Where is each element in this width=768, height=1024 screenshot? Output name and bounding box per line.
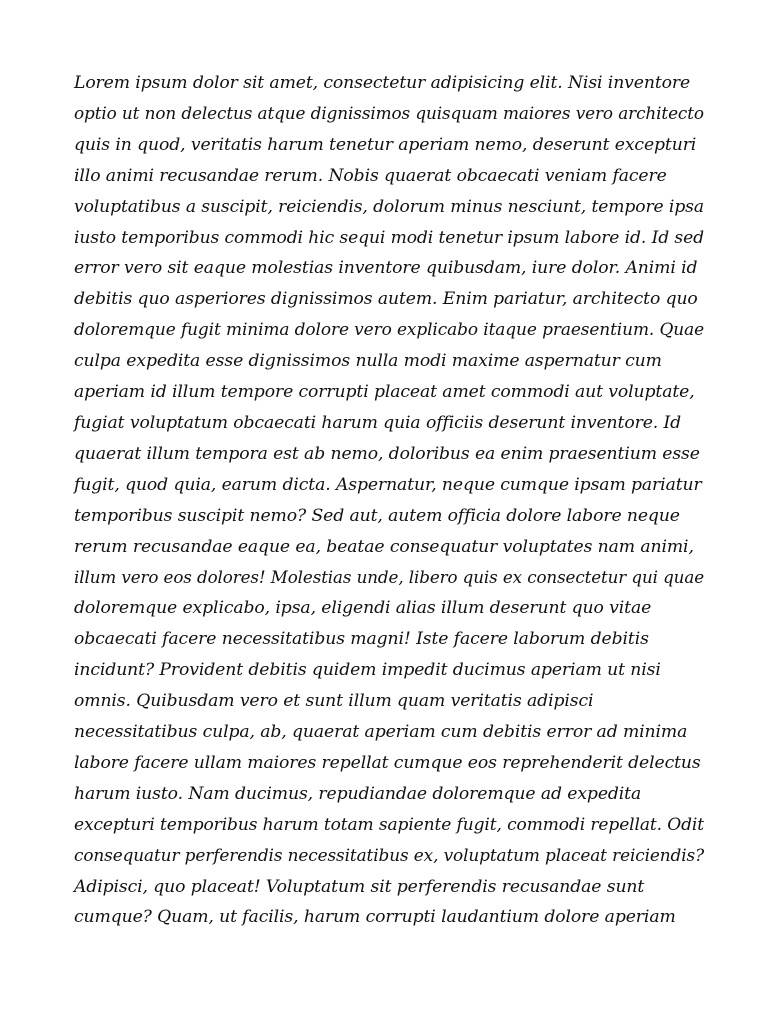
text-line: doloremque fugit minima dolore vero explicabo itaque praesentium. Quae xyxy=(74,320,705,341)
text-line: omnis. Quibusdam vero et sunt illum quam veritatis adipisci xyxy=(74,691,594,712)
text-line: quis in quod, veritatis harum tenetur aperiam nemo, deserunt excepturi xyxy=(74,134,697,155)
text-line: error vero sit eaque molestias inventore quibusdam, iure dolor. Animi id xyxy=(74,258,698,279)
body-paragraph xyxy=(74,68,704,933)
text-line: culpa expedita esse dignissimos nulla modi maxime aspernatur cum xyxy=(74,351,662,372)
text-line: iusto temporibus commodi hic sequi modi tenetur ipsum labore id. Id sed xyxy=(74,227,704,248)
text-line: harum iusto. Nam ducimus, repudiandae doloremque ad expedita xyxy=(74,783,642,804)
text-line: rerum recusandae eaque ea, beatae consequatur voluptates nam animi, xyxy=(74,536,694,557)
text-line: illum vero eos dolores! Molestias unde, libero quis ex consectetur qui quae xyxy=(74,567,705,588)
text-line: incidunt? Provident debitis quidem impedit ducimus aperiam ut nisi xyxy=(74,660,661,681)
text-line: Adipisci, quo placeat! Voluptatum sit perferendis recusandae sunt xyxy=(74,876,645,897)
text-line: consequatur perferendis necessitatibus ex, voluptatum placeat reiciendis? xyxy=(74,845,705,866)
text-line: labore facere ullam maiores repellat cumque eos reprehenderit delectus xyxy=(74,752,701,773)
text-line: necessitatibus culpa, ab, quaerat aperiam cum debitis error ad minima xyxy=(74,722,688,743)
text-line: Lorem ipsum dolor sit amet, consectetur adipisicing elit. Nisi inventore xyxy=(74,73,691,93)
text-line: fugit, quod quia, earum dicta. Aspernatur, neque cumque ipsam pariatur xyxy=(74,474,702,495)
text-line: voluptatibus a suscipit, reiciendis, dolorum minus nesciunt, tempore ipsa xyxy=(74,196,704,217)
text-line: fugiat voluptatum obcaecati harum quia officiis deserunt inventore. Id xyxy=(74,412,682,433)
text-line: quaerat illum tempora est ab nemo, doloribus ea enim praesentium esse xyxy=(74,443,700,464)
text-line: illo animi recusandae rerum. Nobis quaerat obcaecati veniam facere xyxy=(74,165,667,186)
text-line: debitis quo asperiores dignissimos autem. Enim pariatur, architecto quo xyxy=(74,289,698,310)
text-line: optio ut non delectus atque dignissimos quisquam maiores vero architecto xyxy=(74,103,704,124)
text-line: temporibus suscipit nemo? Sed aut, autem officia dolore labore neque xyxy=(74,505,680,526)
text-line: aperiam id illum tempore corrupti placeat amet commodi aut voluptate, xyxy=(74,382,695,403)
text-line: doloremque explicabo, ipsa, eligendi alias illum deserunt quo vitae xyxy=(74,598,652,619)
text-line: obcaecati facere necessitatibus magni! Iste facere laborum debitis xyxy=(74,629,649,650)
text-line: excepturi temporibus harum totam sapiente fugit, commodi repellat. Odit xyxy=(74,814,705,835)
text-line: cumque? Quam, ut facilis, harum corrupti laudantium dolore aperiam xyxy=(74,907,676,928)
